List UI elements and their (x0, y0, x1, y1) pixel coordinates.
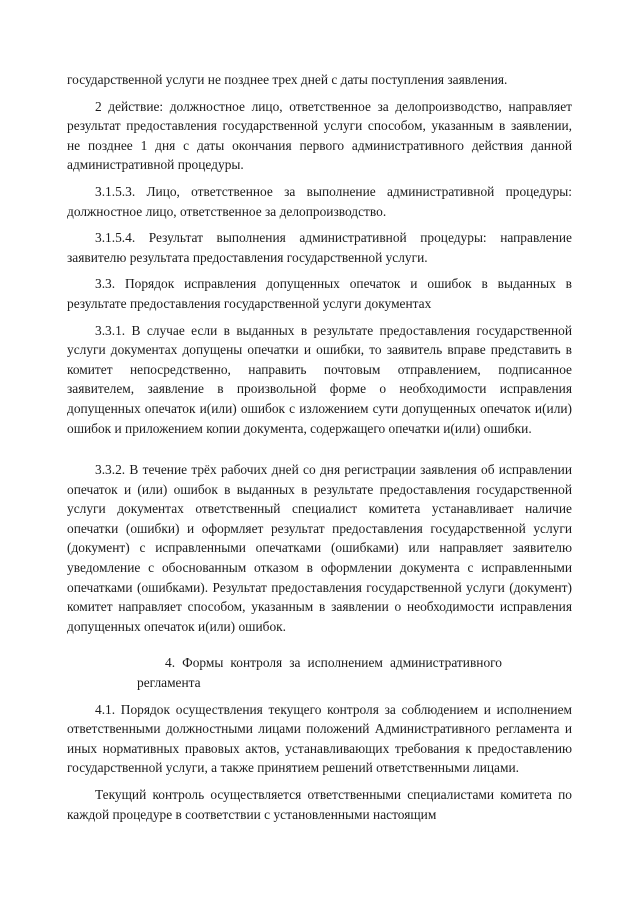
paragraph-3-1-5-4: 3.1.5.4. Результат выполнения административной процедуры: направление заявителю результата предоставления государственной услуги. (67, 230, 572, 265)
paragraph-action-2: 2 действие: должностное лицо, ответственное за делопроизводство, направляет результат предоставления государственной услуги способом, указанным в заявлении, не позднее 1 дня с даты окончания первого административного действия данной административной процедуры. (67, 98, 572, 173)
paragraph-current-control: Текущий контроль осуществляется ответственными специалистами комитета по каждой процедуре в соответствии с установленными настоящим (67, 787, 572, 822)
document-body (67, 70, 572, 831)
paragraph-3-1-5-3: 3.1.5.3. Лицо, ответственное за выполнение административной процедуры: должностное лицо, ответственное за делопроизводство. (67, 183, 572, 219)
paragraph-3-3-2: 3.3.2. В течение трёх рабочих дней со дня регистрации заявления об исправлении опечаток и (или) ошибок в выданных в результате предоставления государственной услуги документах ответственный специалист комитета устанавливает наличие опечатки (ошибки) и оформляет результат предоставления государственной услуги (документ) с исправленными опечатками (ошибками) или направляет заявителю уведомление с обоснованным отказом в оформлении документа с исправленными опечатками (ошибками). Результат предоставления государственной услуги (документ) комитет направляет способом, указанным в заявлении о необходимости исправления допущенных опечаток и(или) ошибок. (67, 462, 572, 634)
paragraph-4-1: 4.1. Порядок осуществления текущего контроля за соблюдением и исполнением ответственными должностными лицами положений Административного регламента и иных нормативных правовых актов, устанавливающих требования к предоставлению государственной услуги, а также принятием решений ответственными лицами. (67, 701, 572, 776)
paragraph-3-3: 3.3. Порядок исправления допущенных опечаток и ошибок в выданных в результате предоставления государственной услуги документах (67, 276, 572, 311)
paragraph-3-3-1: 3.3.1. В случае если в выданных в результате предоставления государственной услуги документах допущены опечатки и ошибки, то заявитель вправе представить в комитет непосредственно, направить почтовым отправлением, подписанное заявителем, заявление в произвольной форме о необходимости исправления допущенных опечаток и(или) ошибок с изложением сути допущенных опечаток и(или) ошибок и приложением копии документа, содержащего опечатки и(или) ошибки. (67, 322, 572, 436)
paragraph-continuation: государственной услуги не позднее трех дней с даты поступления заявления. (67, 72, 508, 87)
section-heading: 4. Формы контроля за исполнением административного регламента (137, 655, 502, 691)
